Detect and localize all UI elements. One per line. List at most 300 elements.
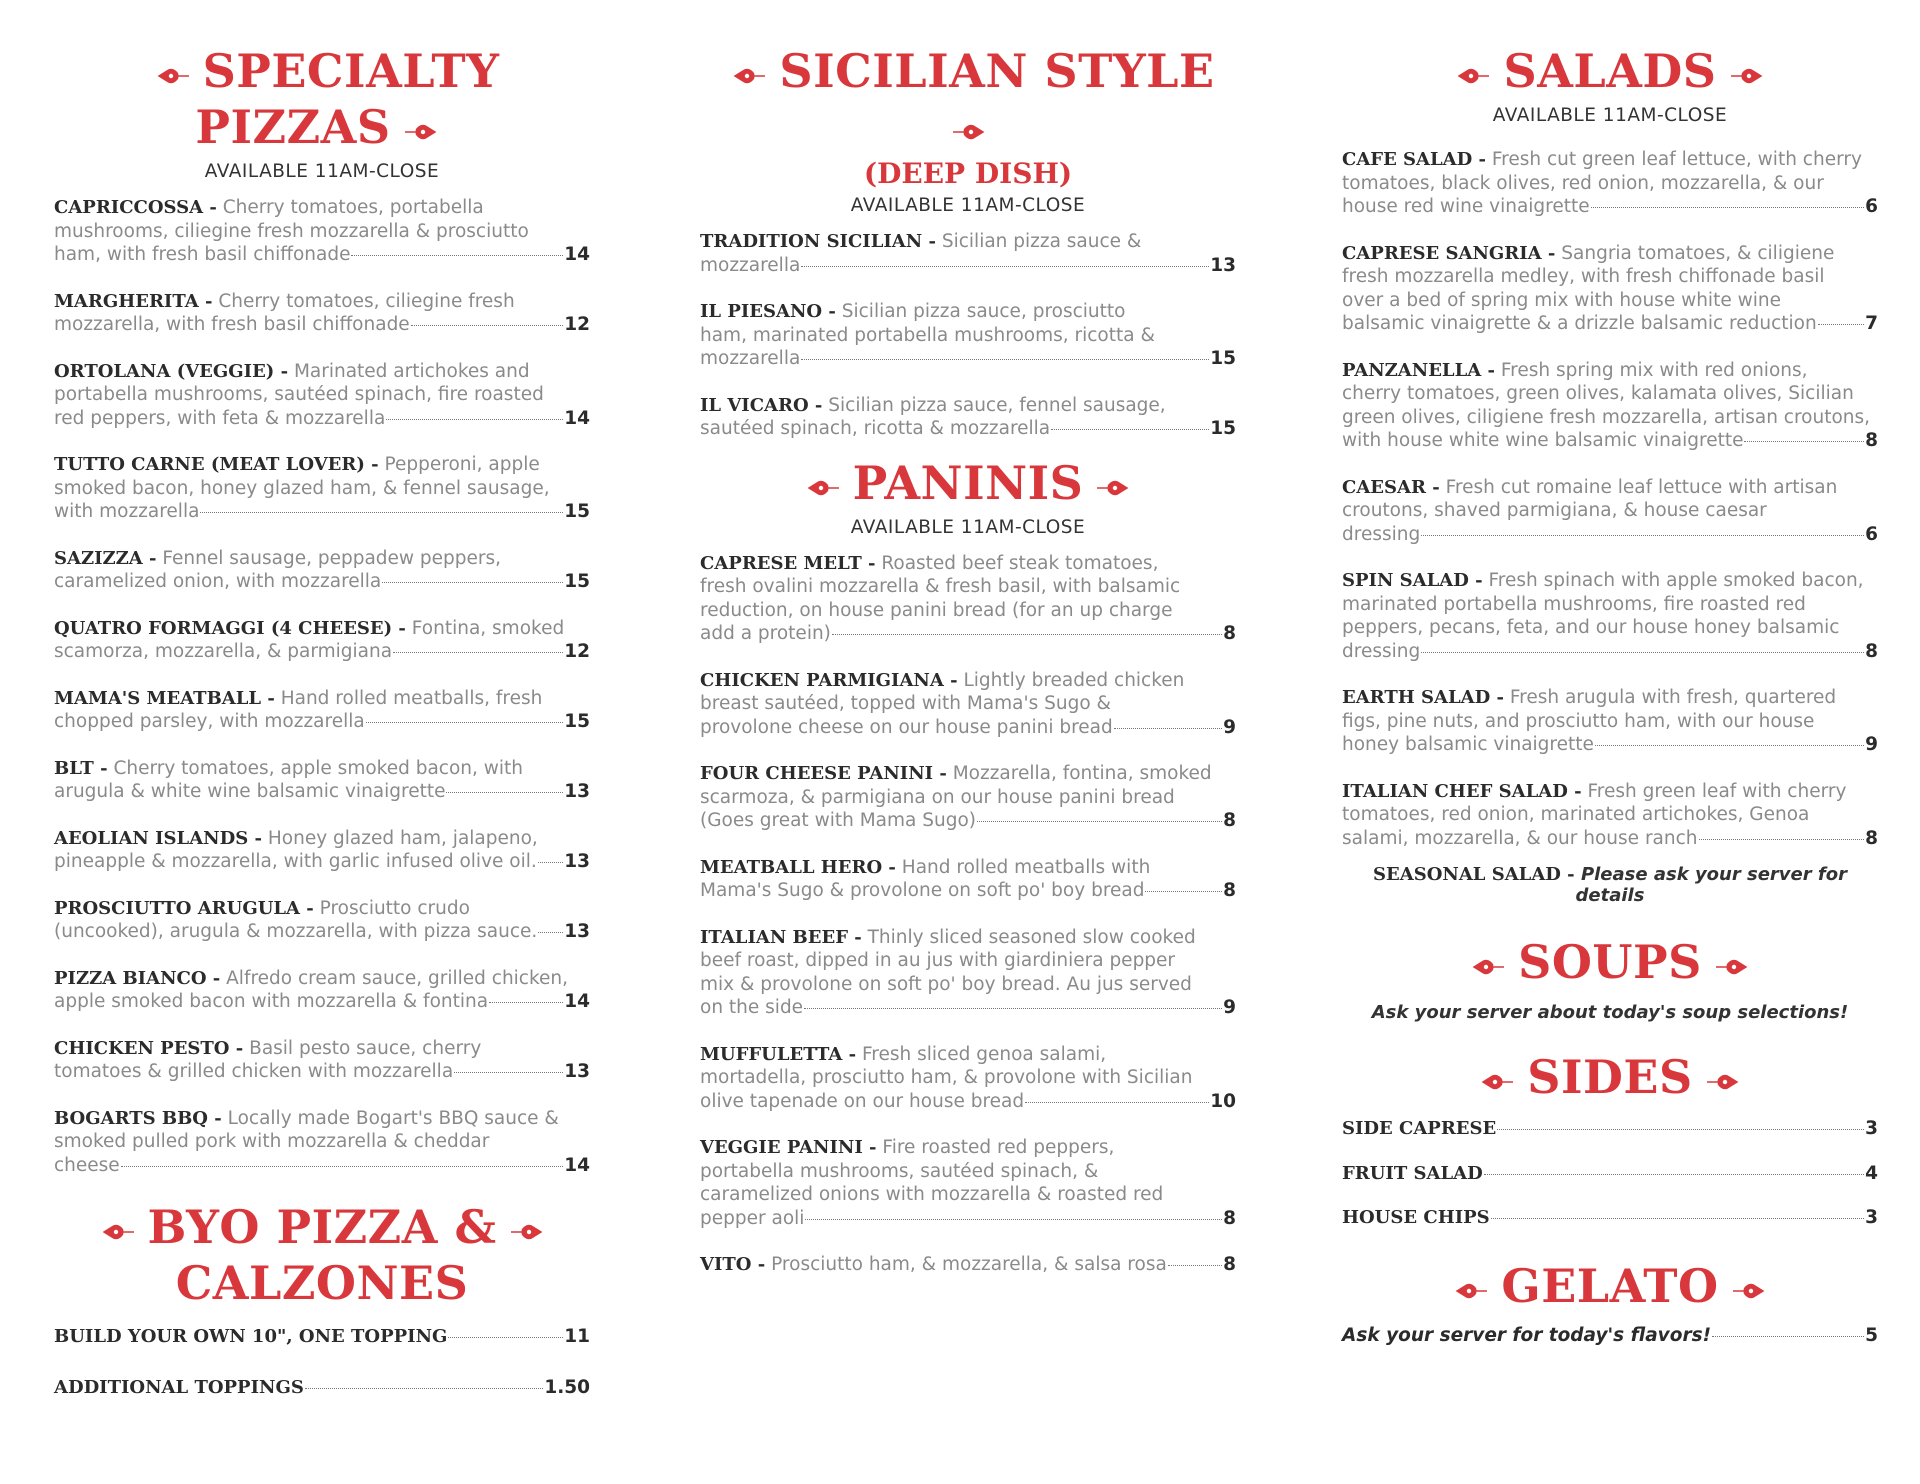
byo-title-line2: CALZONES: [175, 1256, 469, 1310]
item-last-line: [54, 990, 590, 1014]
byo-title-line1: BYO PIZZA &: [147, 1200, 497, 1254]
dot-leader: [351, 255, 563, 256]
item-last-line: [54, 780, 590, 804]
seasonal-salad-note: Please ask your server for details: [1575, 864, 1847, 906]
soups-note: Ask your server about today's soup selections!: [1371, 1002, 1849, 1023]
menu-item: [54, 617, 590, 664]
dot-leader: [804, 1008, 1222, 1009]
menu-item: [700, 552, 1236, 646]
item-desc-line: tomatoes, red onion, marinated artichokes, Genoa: [1342, 804, 1810, 825]
item-desc: salami, mozzarella, & our house ranch: [1342, 827, 1698, 849]
gelato-title: GELATO: [1501, 1258, 1719, 1313]
seasonal-salad-name: SEASONAL SALAD -: [1373, 864, 1575, 885]
dot-leader: [382, 582, 563, 583]
column-specialty: [54, 0, 590, 1399]
item-price: 15: [1210, 418, 1236, 439]
menu-item: [700, 300, 1236, 371]
item-desc: Fresh spinach with apple smoked bacon,: [1488, 570, 1864, 591]
menu-item: [54, 967, 590, 1014]
menu-item: [700, 926, 1236, 1020]
item-desc-line: [1342, 242, 1878, 266]
item-name: MAMA'S MEATBALL -: [54, 687, 275, 709]
item-desc: house red wine vinaigrette: [1342, 196, 1590, 217]
fleuron-ornament-icon: [157, 43, 191, 95]
menu-item: [54, 1037, 590, 1084]
item-last-line: [54, 920, 590, 944]
item-desc-line: portabella mushrooms, sautéed spinach, fire roasted: [54, 384, 544, 405]
item-desc: Fresh cut romaine leaf lettuce with artisan: [1445, 476, 1838, 498]
seasonal-salad: [1342, 864, 1878, 906]
item-price: 8: [1223, 623, 1236, 644]
item-last-line: [700, 622, 1236, 646]
fleuron-ornament-icon: [807, 455, 841, 507]
paninis-title: PANINIS: [852, 455, 1084, 510]
fleuron-ornament-icon: [1481, 1049, 1515, 1101]
menu-item: [700, 669, 1236, 740]
menu-item: [1342, 1117, 1878, 1141]
item-name: MEATBALL HERO -: [700, 856, 896, 878]
soups-heading: [1342, 936, 1878, 992]
dot-leader: [1595, 745, 1864, 746]
item-desc: Hand rolled meatballs, fresh: [280, 687, 543, 709]
item-desc-line: caramelized onions with mozzarella & roasted red: [700, 1184, 1164, 1205]
item-price: 6: [1865, 523, 1878, 545]
item-price: 8: [1223, 810, 1236, 831]
item-last-line: [54, 1154, 590, 1178]
item-price: 6: [1865, 196, 1878, 217]
item-name: CHICKEN PARMIGIANA -: [700, 669, 958, 691]
menu-item: [700, 762, 1236, 833]
item-desc: mozzarella: [700, 348, 801, 369]
dot-leader: [448, 1337, 563, 1338]
item-name: MUFFULETTA -: [700, 1043, 857, 1065]
item-name: ITALIAN BEEF -: [700, 926, 862, 948]
item-desc-line: [54, 967, 590, 991]
fleuron-ornament-icon: [1729, 43, 1763, 95]
specialty-title: SPECIALTY PIZZAS: [195, 44, 500, 154]
item-name: SPIN SALAD -: [1342, 570, 1483, 591]
item-desc: Fire roasted red peppers,: [882, 1137, 1115, 1158]
dot-leader: [411, 325, 564, 326]
item-last-line: [700, 347, 1236, 371]
item-last-line: [54, 1376, 590, 1400]
item-desc: honey balsamic vinaigrette: [1342, 734, 1594, 755]
item-desc: Fontina, smoked: [411, 617, 565, 639]
dot-leader: [1591, 207, 1864, 208]
sicilian-heading: [700, 45, 1236, 157]
menu-item: [1342, 569, 1878, 663]
item-name: AEOLIAN ISLANDS -: [54, 827, 262, 849]
item-desc-line: [54, 827, 590, 851]
item-name: CAPRICCOSSA -: [54, 197, 217, 218]
item-desc-line: breast sautéed, topped with Mama's Sugo &: [700, 693, 1111, 714]
item-name: IL VICARO -: [700, 394, 823, 416]
item-desc: with mozzarella: [54, 501, 200, 522]
item-desc: pepper aoli: [700, 1207, 805, 1229]
item-last-line: [700, 254, 1236, 278]
item-last-line: [1342, 312, 1878, 336]
item-desc: Prosciutto crudo: [319, 897, 470, 919]
item-name: BOGARTS BBQ -: [54, 1107, 222, 1129]
item-last-line: [54, 710, 590, 734]
item-desc: scamorza, mozzarella, & parmigiana: [54, 641, 393, 662]
item-last-line: [1342, 733, 1878, 757]
item-last-line: [54, 1060, 590, 1084]
item-desc-line: [54, 290, 590, 314]
item-name: CAESAR -: [1342, 476, 1440, 498]
item-desc-line: [54, 1037, 590, 1061]
item-desc: caramelized onion, with mozzarella: [54, 571, 382, 592]
item-name: HOUSE CHIPS: [1342, 1207, 1490, 1228]
item-desc-line: [54, 360, 590, 384]
item-name: SAZIZZA -: [54, 547, 157, 569]
item-name: MARGHERITA -: [54, 290, 213, 312]
item-last-line: [700, 1253, 1236, 1277]
menu-item: [1342, 359, 1878, 453]
dot-leader: [366, 722, 564, 723]
gelato-price: 5: [1865, 1324, 1878, 1346]
column-sicilian-paninis: [700, 0, 1236, 1277]
dot-leader: [454, 1072, 563, 1073]
fleuron-ornament-icon: [1705, 1049, 1739, 1101]
item-desc: apple smoked bacon with mozzarella & fontina: [54, 991, 489, 1012]
item-desc-line: peppers, pecans, feta, and our house honey balsamic: [1342, 617, 1840, 638]
item-price: 15: [564, 501, 590, 522]
item-desc: Fresh arugula with fresh, quartered: [1509, 687, 1837, 708]
item-desc: Fresh spring mix with red onions,: [1500, 359, 1808, 381]
item-desc-line: mushrooms, ciliegine fresh mozzarella & prosciutto: [54, 220, 529, 242]
menu-item: [1342, 1206, 1878, 1230]
paninis-availability: AVAILABLE 11AM-CLOSE: [850, 516, 1086, 538]
dot-leader: [305, 1388, 544, 1389]
menu-item: [700, 1043, 1236, 1114]
sides-title: SIDES: [1527, 1050, 1693, 1104]
item-desc: mozzarella: [700, 254, 801, 276]
item-desc-line: mortadella, prosciutto ham, & provolone with Sicilian: [700, 1067, 1193, 1088]
fleuron-ornament-icon: [1731, 1258, 1765, 1310]
item-desc: with house white wine balsamic vinaigrette: [1342, 430, 1744, 451]
item-desc: provolone cheese on our house panini bread: [700, 716, 1113, 738]
item-price: 14: [564, 991, 590, 1012]
item-desc-line: [1342, 569, 1878, 593]
dot-leader: [801, 266, 1209, 267]
item-last-line: [1342, 523, 1878, 547]
item-desc-line: ham, marinated portabella mushrooms, ricotta &: [700, 324, 1155, 346]
item-price: 8: [1865, 827, 1878, 849]
item-name: TRADITION SICILIAN -: [700, 231, 936, 252]
item-name: ITALIAN CHEF SALAD -: [1342, 780, 1582, 802]
item-price: 4: [1865, 1162, 1878, 1184]
dot-leader: [1168, 1265, 1222, 1266]
column-salads-more: [1342, 0, 1878, 1347]
item-last-line: [54, 500, 590, 524]
fleuron-ornament-icon: [1472, 934, 1506, 986]
item-desc-line: [700, 669, 1236, 693]
item-desc: Cherry tomatoes, ciliegine fresh: [218, 290, 515, 312]
sides-heading: [1342, 1051, 1878, 1107]
menu-item: [1342, 780, 1878, 851]
item-desc-line: fresh ovalini mozzarella & fresh basil, with balsamic: [700, 576, 1181, 597]
menu-item: [54, 687, 590, 734]
item-last-line: [1342, 1162, 1878, 1186]
item-desc-line: [1342, 359, 1878, 383]
item-price: 8: [1865, 640, 1878, 662]
item-desc: ham, with fresh basil chiffonade: [54, 244, 351, 265]
item-desc-line: smoked bacon, honey glazed ham, & fennel sausage,: [54, 477, 550, 499]
fleuron-ornament-icon: [102, 1199, 136, 1251]
item-desc-line: [54, 453, 590, 477]
item-desc-line: smoked pulled pork with mozzarella & cheddar: [54, 1131, 490, 1152]
sicilian-title: SICILIAN STYLE: [779, 44, 1215, 98]
item-name: IL PIESANO -: [700, 301, 836, 322]
item-last-line: [700, 1207, 1236, 1231]
dot-leader: [1699, 839, 1865, 840]
item-price: 3: [1865, 1207, 1878, 1228]
item-desc: Sicilian pizza sauce, fennel sausage,: [828, 394, 1166, 416]
menu-item: [54, 196, 590, 267]
item-name: ORTOLANA (VEGGIE) -: [54, 360, 289, 382]
menu-item: [1342, 148, 1878, 219]
item-desc: on the side: [700, 997, 804, 1018]
item-desc: Thinly sliced seasoned slow cooked: [867, 926, 1196, 948]
item-desc: Fresh cut green leaf lettuce, with cherry: [1491, 149, 1862, 170]
item-price: 9: [1223, 716, 1236, 738]
item-desc-line: [1342, 780, 1878, 804]
dot-leader: [386, 419, 563, 420]
fleuron-ornament-icon: [1455, 1258, 1489, 1310]
item-desc: Basil pesto sauce, cherry: [249, 1037, 482, 1059]
item-name: CAPRESE SANGRIA -: [1342, 242, 1556, 264]
menu-item: [54, 897, 590, 944]
byo-heading: [54, 1201, 590, 1309]
dot-leader: [832, 634, 1222, 635]
fleuron-ornament-icon: [1457, 43, 1491, 95]
item-price: 14: [564, 407, 590, 429]
item-desc-line: [54, 617, 590, 641]
item-desc-line: portabella mushrooms, sautéed spinach, &: [700, 1160, 1099, 1182]
item-desc-line: figs, pine nuts, and prosciutto ham, with our house: [1342, 710, 1815, 732]
item-name: BLT -: [54, 757, 108, 779]
menu-item: [54, 453, 590, 524]
item-desc: cheese: [54, 1154, 120, 1176]
item-name: PIZZA BIANCO -: [54, 967, 221, 989]
item-price: 12: [564, 641, 590, 662]
item-price: 14: [564, 1154, 590, 1176]
dot-leader: [1744, 441, 1864, 442]
item-name: VITO -: [700, 1254, 766, 1275]
item-price: 8: [1223, 1207, 1236, 1229]
dot-leader: [1421, 652, 1864, 653]
menu-item: [54, 827, 590, 874]
item-desc: dressing: [1342, 640, 1421, 662]
item-desc: Marinated artichokes and: [293, 360, 530, 382]
dot-leader: [805, 1219, 1222, 1220]
item-name: CAPRESE MELT -: [700, 552, 876, 574]
dot-leader: [1051, 429, 1209, 430]
menu-item: [54, 757, 590, 804]
item-desc: (uncooked), arugula & mozzarella, with pizza sauce.: [54, 921, 538, 942]
item-last-line: [54, 1325, 590, 1349]
item-desc: Sangria tomatoes, & ciligiene: [1561, 242, 1835, 264]
item-desc: red peppers, with feta & mozzarella: [54, 407, 386, 429]
item-last-line: [1342, 640, 1878, 664]
item-last-line: [1342, 1206, 1878, 1230]
salads-item-list: [1342, 148, 1878, 850]
item-name: SIDE CAPRESE: [1342, 1118, 1497, 1139]
item-desc: Alfredo cream sauce, grilled chicken,: [226, 967, 569, 989]
dot-leader: [538, 932, 563, 933]
item-price: 13: [1210, 254, 1236, 276]
dot-leader: [1484, 1174, 1864, 1175]
item-desc: tomatoes & grilled chicken with mozzarella: [54, 1061, 454, 1082]
item-price: 15: [564, 711, 590, 732]
item-desc: add a protein): [700, 623, 831, 644]
menu-item: [54, 1107, 590, 1178]
dot-leader: [1114, 728, 1222, 729]
item-price: 13: [564, 851, 590, 872]
item-desc: sautéed spinach, ricotta & mozzarella: [700, 418, 1051, 439]
dot-leader: [801, 359, 1209, 360]
fleuron-ornament-icon: [1095, 455, 1129, 507]
item-desc-line: [54, 547, 590, 571]
item-last-line: [54, 407, 590, 431]
menu-item: [700, 856, 1236, 903]
item-desc: Mama's Sugo & provolone on soft po' boy bread: [700, 880, 1145, 901]
sicilian-availability: AVAILABLE 11AM-CLOSE: [850, 195, 1086, 216]
fleuron-ornament-icon: [509, 1199, 543, 1251]
gelato-note: Ask your server for today's flavors!: [1342, 1324, 1712, 1346]
item-desc: balsamic vinaigrette & a drizzle balsamic reduction: [1342, 313, 1817, 334]
paninis-heading: [700, 457, 1236, 513]
dot-leader: [1712, 1336, 1864, 1337]
item-price: 10: [1210, 1090, 1236, 1112]
item-last-line: [700, 809, 1236, 833]
item-desc-line: [700, 394, 1236, 418]
fleuron-ornament-icon: [951, 99, 985, 151]
item-name: BUILD YOUR OWN 10", ONE TOPPING: [54, 1326, 448, 1347]
salads-heading: [1342, 45, 1878, 101]
item-price: 7: [1865, 313, 1878, 334]
item-desc: mozzarella, with fresh basil chiffonade: [54, 314, 410, 335]
item-price: 12: [564, 314, 590, 335]
item-price: 11: [564, 1326, 590, 1347]
item-desc-line: mix & provolone on soft po' boy bread. Au jus served: [700, 973, 1192, 995]
item-desc-line: [700, 1136, 1236, 1160]
paninis-item-list: [700, 552, 1236, 1277]
item-desc: Sicilian pizza sauce, prosciutto: [841, 301, 1126, 322]
item-desc-line: [700, 1043, 1236, 1067]
item-desc: pineapple & mozzarella, with garlic infused olive oil.: [54, 851, 537, 872]
item-name: PANZANELLA -: [1342, 359, 1495, 381]
item-desc-line: [700, 300, 1236, 324]
dot-leader: [977, 821, 1222, 822]
item-desc-line: [700, 856, 1236, 880]
item-last-line: [700, 879, 1236, 903]
item-desc-line: cherry tomatoes, green olives, kalamata olives, Sicilian: [1342, 383, 1854, 404]
dot-leader: [446, 792, 563, 793]
item-desc-line: over a bed of spring mix with house white wine: [1342, 289, 1781, 311]
item-price: 8: [1223, 1254, 1236, 1275]
item-desc: dressing: [1342, 523, 1421, 545]
item-price: 14: [564, 244, 590, 265]
menu-item: [700, 230, 1236, 277]
item-name: CAFE SALAD -: [1342, 149, 1486, 170]
item-desc-line: [1342, 686, 1878, 710]
specialty-heading: [54, 45, 590, 157]
item-desc: Cherry tomatoes, apple smoked bacon, with: [113, 757, 524, 779]
item-desc: arugula & white wine balsamic vinaigrette: [54, 781, 446, 802]
item-last-line: [1342, 195, 1878, 219]
item-desc: Roasted beef steak tomatoes,: [881, 552, 1159, 574]
menu-item: [54, 547, 590, 594]
item-name: FOUR CHEESE PANINI -: [700, 763, 947, 784]
item-last-line: [54, 850, 590, 874]
sicilian-item-list: [700, 230, 1236, 441]
salads-availability: AVAILABLE 11AM-CLOSE: [1492, 105, 1728, 126]
dot-leader: [1497, 1129, 1864, 1130]
gelato-item: [1342, 1324, 1878, 1348]
dot-leader: [538, 862, 563, 863]
item-name: TUTTO CARNE (MEAT LOVER) -: [54, 454, 379, 475]
dot-leader: [1818, 324, 1864, 325]
item-price: 15: [1210, 348, 1236, 369]
menu-item: [1342, 686, 1878, 757]
item-desc-line: [54, 757, 590, 781]
item-desc-line: croutons, shaved parmigiana, & house caesar: [1342, 500, 1767, 521]
item-desc-line: [54, 687, 590, 711]
item-name: VEGGIE PANINI -: [700, 1137, 877, 1158]
dot-leader: [121, 1166, 564, 1167]
item-desc: Lightly breaded chicken: [963, 669, 1185, 691]
item-last-line: [1342, 1117, 1878, 1141]
item-desc: olive tapenade on our house bread: [700, 1090, 1025, 1112]
item-desc: Sicilian pizza sauce &: [941, 231, 1142, 252]
item-desc-line: [700, 762, 1236, 786]
sicilian-subtitle: (DEEP DISH): [863, 157, 1073, 190]
menu-item: [54, 290, 590, 337]
item-desc: Fresh green leaf with cherry: [1587, 780, 1847, 802]
fleuron-ornament-icon: [403, 99, 437, 151]
item-name: QUATRO FORMAGGI (4 CHEESE) -: [54, 617, 406, 639]
item-price: 3: [1865, 1118, 1878, 1139]
item-last-line: [700, 417, 1236, 441]
item-desc-line: green olives, ciligiene fresh mozzarella, artisan croutons,: [1342, 406, 1871, 428]
item-desc-line: [1342, 148, 1878, 172]
item-price: 13: [564, 781, 590, 802]
menu-item: [54, 360, 590, 431]
item-last-line: [1342, 827, 1878, 851]
dot-leader: [489, 1002, 563, 1003]
menu-item: [54, 1376, 590, 1400]
item-name: PROSCIUTTO ARUGULA -: [54, 897, 314, 919]
menu-item: [700, 394, 1236, 441]
fleuron-ornament-icon: [1714, 934, 1748, 986]
gelato-heading: [1342, 1260, 1878, 1316]
item-desc: chopped parsley, with mozzarella: [54, 711, 365, 732]
menu-item: [700, 1136, 1236, 1230]
menu-item: [54, 1325, 590, 1349]
item-desc-line: [700, 552, 1236, 576]
dot-leader: [1025, 1102, 1209, 1103]
dot-leader: [393, 652, 563, 653]
item-desc: Honey glazed ham, jalapeno,: [267, 827, 538, 849]
item-last-line: [1342, 429, 1878, 453]
item-price: 13: [564, 1061, 590, 1082]
dot-leader: [1491, 1218, 1864, 1219]
fleuron-ornament-icon: [733, 43, 767, 95]
dot-leader: [200, 512, 563, 513]
item-price: 8: [1223, 880, 1236, 901]
